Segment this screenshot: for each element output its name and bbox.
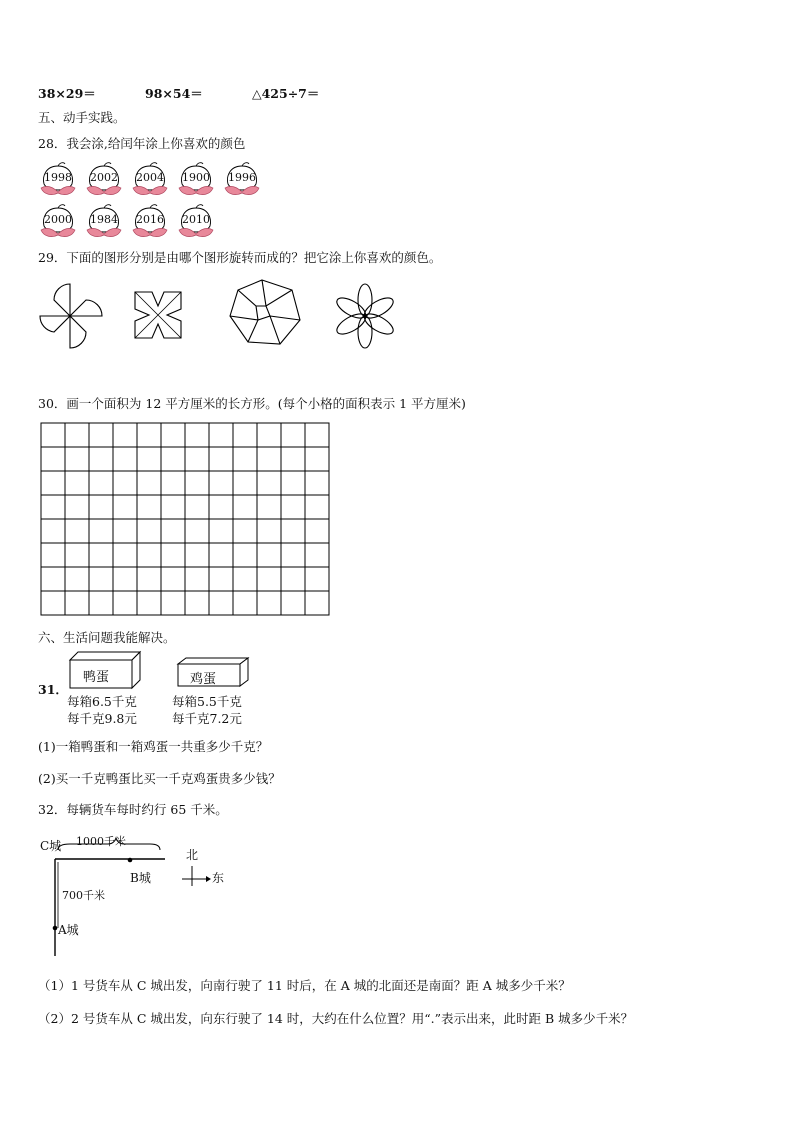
compass-north: 北 — [186, 848, 199, 862]
drawing-grid[interactable] — [40, 422, 332, 620]
map-distance-east: 1000千米 — [76, 835, 126, 848]
hexagon-figure — [230, 280, 300, 344]
calc-item-3: △425÷7＝ — [252, 86, 320, 101]
grid-cell[interactable] — [233, 471, 257, 495]
calc-item-2: 98×54＝ — [145, 86, 203, 101]
duck-egg-label: 鸭蛋 — [83, 670, 110, 685]
q29-prompt: 29．下面的图形分别是由哪个图形旋转而成的？把它涂上你喜欢的颜色。 — [38, 250, 442, 265]
grid-cell[interactable] — [257, 423, 281, 447]
grid-cell[interactable] — [89, 519, 113, 543]
chicken-egg-label: 鸡蛋 — [190, 672, 217, 687]
grid-cell[interactable] — [89, 447, 113, 471]
grid-cell[interactable] — [161, 471, 185, 495]
grid-cell[interactable] — [305, 423, 329, 447]
grid-cell[interactable] — [41, 543, 65, 567]
grid-cell[interactable] — [185, 543, 209, 567]
q32-prompt: 32．每辆货车每时约行 65 千米。 — [38, 802, 228, 817]
grid-cell[interactable] — [113, 423, 137, 447]
peach-1984[interactable] — [84, 204, 124, 240]
peach-2002[interactable] — [84, 162, 124, 198]
grid-cell[interactable] — [41, 519, 65, 543]
peach-year-label: 1984 — [90, 213, 118, 226]
grid-cell[interactable] — [185, 591, 209, 615]
grid-cell[interactable] — [185, 519, 209, 543]
grid-cell[interactable] — [161, 423, 185, 447]
grid-cell[interactable] — [65, 471, 89, 495]
grid-cell[interactable] — [305, 567, 329, 591]
grid-cell[interactable] — [41, 567, 65, 591]
grid-cell[interactable] — [41, 495, 65, 519]
grid-cell[interactable] — [65, 591, 89, 615]
grid-cell[interactable] — [41, 471, 65, 495]
grid-cell[interactable] — [41, 447, 65, 471]
grid-cell[interactable] — [89, 543, 113, 567]
flower-figure — [334, 284, 396, 348]
grid-cell[interactable] — [209, 591, 233, 615]
grid-cell[interactable] — [137, 423, 161, 447]
q28-prompt: 28．我会涂,给闰年涂上你喜欢的颜色 — [38, 136, 246, 151]
peach-1900[interactable] — [176, 162, 216, 198]
peach-2016[interactable] — [130, 204, 170, 240]
map-city-b: B城 — [130, 871, 151, 885]
grid-cell[interactable] — [89, 495, 113, 519]
cross-figure — [135, 292, 181, 338]
grid-cell[interactable] — [257, 519, 281, 543]
grid-cell[interactable] — [89, 567, 113, 591]
peach-2010[interactable] — [176, 204, 216, 240]
grid-cell[interactable] — [185, 471, 209, 495]
map-distance-south: 700千米 — [62, 889, 105, 902]
grid-cell[interactable] — [233, 591, 257, 615]
grid-cell[interactable] — [209, 543, 233, 567]
grid-cell[interactable] — [281, 543, 305, 567]
calculation-row — [0, 84, 794, 102]
grid-cell[interactable] — [257, 543, 281, 567]
grid-cell[interactable] — [137, 447, 161, 471]
peach-year-label: 2002 — [90, 171, 118, 184]
grid-cell[interactable] — [209, 423, 233, 447]
grid-cell[interactable] — [257, 591, 281, 615]
q31-sub2: (2)买一千克鸭蛋比买一千克鸡蛋贵多少钱？ — [38, 771, 281, 786]
grid-cell[interactable] — [113, 591, 137, 615]
grid-cell[interactable] — [137, 519, 161, 543]
grid-cell[interactable] — [233, 495, 257, 519]
grid-cell[interactable] — [113, 543, 137, 567]
map-city-c: C城 — [40, 839, 62, 853]
grid-cell[interactable] — [185, 423, 209, 447]
grid-cell[interactable] — [161, 543, 185, 567]
grid-cell[interactable] — [113, 471, 137, 495]
grid-cell[interactable] — [281, 519, 305, 543]
grid-cell[interactable] — [209, 519, 233, 543]
q32-sub2: （2）2 号货车从 C 城出发，向东行驶了 14 时，大约在什么位置？用“.”表示出来，此时距 B 城多少千米？ — [38, 1011, 634, 1026]
grid-cell[interactable] — [65, 447, 89, 471]
grid-cell[interactable] — [137, 567, 161, 591]
grid-cell[interactable] — [209, 471, 233, 495]
peach-2004[interactable] — [130, 162, 170, 198]
grid-cell[interactable] — [137, 471, 161, 495]
grid-cell[interactable] — [113, 567, 137, 591]
grid-cell[interactable] — [305, 519, 329, 543]
grid-cell[interactable] — [257, 447, 281, 471]
grid-cell[interactable] — [305, 495, 329, 519]
grid-cell[interactable] — [185, 567, 209, 591]
section-6-heading: 六、生活问题我能解决。 — [38, 630, 176, 645]
chicken-egg-price: 每千克7.2元 — [172, 711, 242, 726]
grid-cell[interactable] — [89, 471, 113, 495]
grid-cell[interactable] — [137, 591, 161, 615]
peach-1996[interactable] — [222, 162, 262, 198]
grid-cell[interactable] — [89, 591, 113, 615]
grid-cell[interactable] — [65, 567, 89, 591]
grid-cell[interactable] — [65, 423, 89, 447]
grid-cell[interactable] — [281, 447, 305, 471]
duck-egg-price: 每千克9.8元 — [67, 711, 137, 726]
grid-cell[interactable] — [305, 543, 329, 567]
grid-cell[interactable] — [185, 447, 209, 471]
grid-cell[interactable] — [233, 423, 257, 447]
grid-cell[interactable] — [113, 495, 137, 519]
grid-cell[interactable] — [257, 495, 281, 519]
grid-cell[interactable] — [233, 543, 257, 567]
grid-cell[interactable] — [113, 447, 137, 471]
grid-cell[interactable] — [65, 519, 89, 543]
grid-cell[interactable] — [257, 471, 281, 495]
grid-cell[interactable] — [137, 543, 161, 567]
grid-cell[interactable] — [305, 471, 329, 495]
peach-year-label: 2000 — [44, 213, 72, 226]
duck-egg-weight: 每箱6.5千克 — [67, 694, 137, 709]
grid-cell[interactable] — [305, 447, 329, 471]
grid-cell[interactable] — [281, 471, 305, 495]
grid-cell[interactable] — [209, 495, 233, 519]
section-5-heading: 五、动手实践。 — [38, 110, 126, 125]
map-city-a: A城 — [58, 923, 79, 937]
grid-cell[interactable] — [233, 447, 257, 471]
grid-cell[interactable] — [41, 591, 65, 615]
q32-sub1: （1）1 号货车从 C 城出发，向南行驶了 11 时后，在 A 城的北面还是南面？距 A 城多少千米？ — [38, 978, 571, 993]
grid-cell[interactable] — [185, 495, 209, 519]
grid-cell[interactable] — [281, 591, 305, 615]
grid-cell[interactable] — [113, 519, 137, 543]
peach-year-label: 1998 — [44, 171, 72, 184]
grid-cell[interactable] — [65, 495, 89, 519]
grid-cell[interactable] — [161, 591, 185, 615]
grid-cell[interactable] — [161, 495, 185, 519]
peach-year-label: 2004 — [136, 171, 164, 184]
q30-prompt: 30．画一个面积为 12 平方厘米的长方形。(每个小格的面积表示 1 平方厘米) — [38, 396, 466, 411]
grid-cell[interactable] — [137, 495, 161, 519]
peach-year-label: 1900 — [182, 171, 210, 184]
grid-cell[interactable] — [281, 567, 305, 591]
grid-cell[interactable] — [209, 447, 233, 471]
calc-item-1: 38×29＝ — [38, 86, 96, 101]
q31-sub1: (1)一箱鸭蛋和一箱鸡蛋一共重多少千克？ — [38, 739, 269, 754]
peach-year-label: 2010 — [182, 213, 210, 226]
grid-cell[interactable] — [233, 519, 257, 543]
grid-cell[interactable] — [281, 495, 305, 519]
rotation-figures — [30, 276, 410, 356]
grid-cell[interactable] — [161, 447, 185, 471]
pinwheel-figure — [40, 284, 102, 348]
grid-cell[interactable] — [209, 567, 233, 591]
grid-cell[interactable] — [281, 423, 305, 447]
peach-1998[interactable] — [38, 162, 78, 198]
chicken-egg-weight: 每箱5.5千克 — [172, 694, 242, 709]
q31-number: 31． — [38, 682, 68, 697]
grid-cell[interactable] — [161, 519, 185, 543]
grid-cell[interactable] — [257, 567, 281, 591]
grid-cell[interactable] — [305, 591, 329, 615]
grid-cell[interactable] — [233, 567, 257, 591]
grid-cell[interactable] — [41, 423, 65, 447]
compass-east: 东 — [212, 871, 225, 885]
grid-cell[interactable] — [161, 567, 185, 591]
peach-year-label: 2016 — [136, 213, 164, 226]
grid-cell[interactable] — [65, 543, 89, 567]
peach-year-label: 1996 — [228, 171, 256, 184]
grid-cell[interactable] — [89, 423, 113, 447]
peach-2000[interactable] — [38, 204, 78, 240]
